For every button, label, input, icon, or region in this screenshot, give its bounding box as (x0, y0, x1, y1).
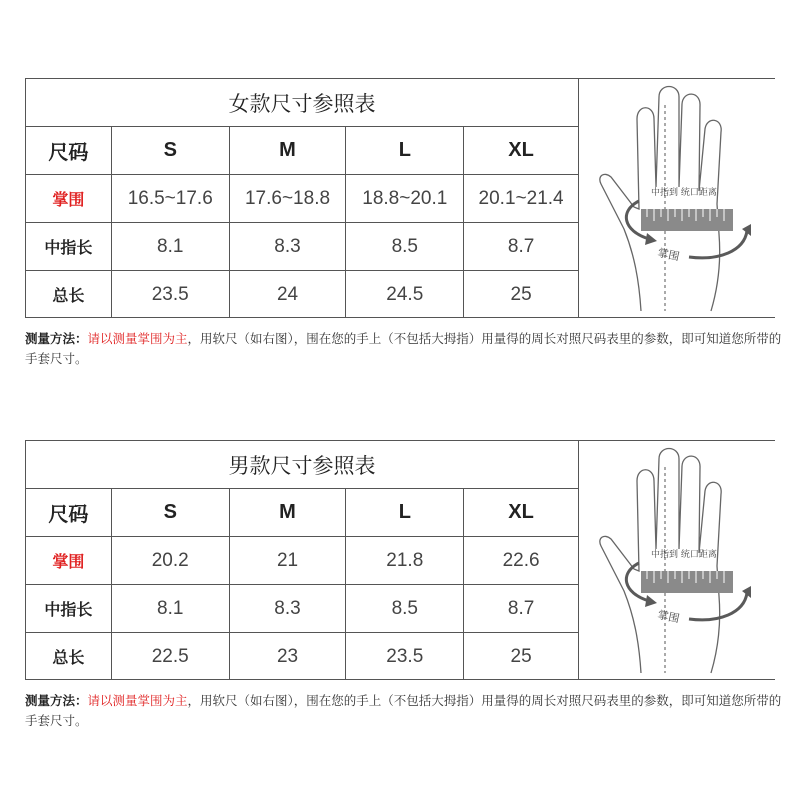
men-total-length-row (26, 633, 578, 680)
table-cell: 25 (510, 283, 532, 305)
women-header-row (26, 127, 578, 175)
note-text: ，用软尺（如右图），围在您的手上（不包括大拇指）用量得的周长对照尺码表里的参数，即可知道您所带的手套尺寸。 (25, 331, 782, 366)
row-label-total-length: 总长 (26, 633, 112, 680)
note-highlight: 请以测量掌围为主 (87, 693, 188, 708)
row-label-palm: 掌围 (26, 537, 112, 584)
table-cell: 24 (230, 271, 347, 318)
tape-measure (641, 571, 733, 593)
row-label-palm: 掌围 (26, 175, 112, 222)
hand-measurement-illustration (578, 79, 775, 317)
note-highlight: 请以测量掌围为主 (87, 331, 188, 346)
men-header-row (26, 489, 578, 537)
hand-icon (579, 441, 775, 679)
tape-measure (641, 209, 733, 231)
table-cell: 24.5 (346, 271, 464, 318)
table-cell: 8.1 (112, 585, 230, 632)
arrow-icon (645, 595, 657, 607)
row-label-middle-finger: 中指长 (26, 223, 112, 270)
table-cell: 21 (230, 537, 347, 584)
row-label-middle-finger: 中指长 (26, 585, 112, 632)
women-measurement-note (25, 329, 785, 369)
header-size-xl: XL (508, 139, 534, 161)
arrow-icon (645, 233, 657, 245)
illustration-top-label: 中指到 统口距离 (651, 550, 717, 560)
hand-measurement-illustration (578, 441, 775, 679)
table-cell: 8.3 (230, 585, 347, 632)
table-cell: 20.2 (112, 537, 230, 584)
men-measurement-note (25, 691, 785, 731)
header-size-label: 尺码 (26, 127, 112, 174)
table-cell: 20.1~21.4 (478, 187, 564, 209)
illustration-palm-label: 掌围 (656, 608, 681, 626)
table-cell: 8.7 (507, 235, 535, 257)
men-size-table (26, 441, 578, 679)
table-cell: 17.6~18.8 (230, 175, 347, 222)
women-table-title: 女款尺寸参照表 (26, 79, 578, 127)
header-size-l: L (346, 489, 464, 536)
header-size-m: M (230, 489, 347, 536)
illustration-palm-label: 掌围 (656, 246, 681, 264)
table-cell: 23.5 (112, 271, 230, 318)
women-middle-finger-row (26, 223, 578, 271)
table-cell: 8.7 (507, 597, 535, 619)
header-size-m: M (230, 127, 347, 174)
men-size-table-frame (25, 440, 775, 680)
table-cell: 8.1 (112, 223, 230, 270)
header-size-label: 尺码 (26, 489, 112, 536)
women-size-section (25, 78, 782, 369)
table-cell: 23.5 (346, 633, 464, 680)
row-label-total-length: 总长 (26, 271, 112, 318)
table-cell: 21.8 (346, 537, 464, 584)
header-size-s: S (112, 489, 230, 536)
header-size-l: L (346, 127, 464, 174)
hand-icon (579, 79, 775, 317)
women-size-table (26, 79, 578, 317)
illustration-top-label: 中指到 统口距离 (651, 188, 717, 198)
table-cell: 16.5~17.6 (112, 175, 230, 222)
women-size-table-frame (25, 78, 775, 318)
table-cell: 22.6 (502, 549, 540, 571)
header-size-xl: XL (508, 501, 534, 523)
women-palm-row (26, 175, 578, 223)
table-cell: 8.5 (346, 585, 464, 632)
note-label: 测量方法： (25, 331, 88, 346)
men-palm-row (26, 537, 578, 585)
women-total-length-row (26, 271, 578, 318)
men-middle-finger-row (26, 585, 578, 633)
note-text: ，用软尺（如右图），围在您的手上（不包括大拇指）用量得的周长对照尺码表里的参数，即可知道您所带的手套尺寸。 (25, 693, 782, 728)
table-cell: 8.3 (230, 223, 347, 270)
men-table-title: 男款尺寸参照表 (26, 441, 578, 489)
table-cell: 8.5 (346, 223, 464, 270)
table-cell: 18.8~20.1 (346, 175, 464, 222)
table-cell: 22.5 (112, 633, 230, 680)
note-label: 测量方法： (25, 693, 88, 708)
table-cell: 23 (230, 633, 347, 680)
table-cell: 25 (510, 645, 532, 667)
header-size-s: S (112, 127, 230, 174)
men-size-section (25, 440, 782, 731)
